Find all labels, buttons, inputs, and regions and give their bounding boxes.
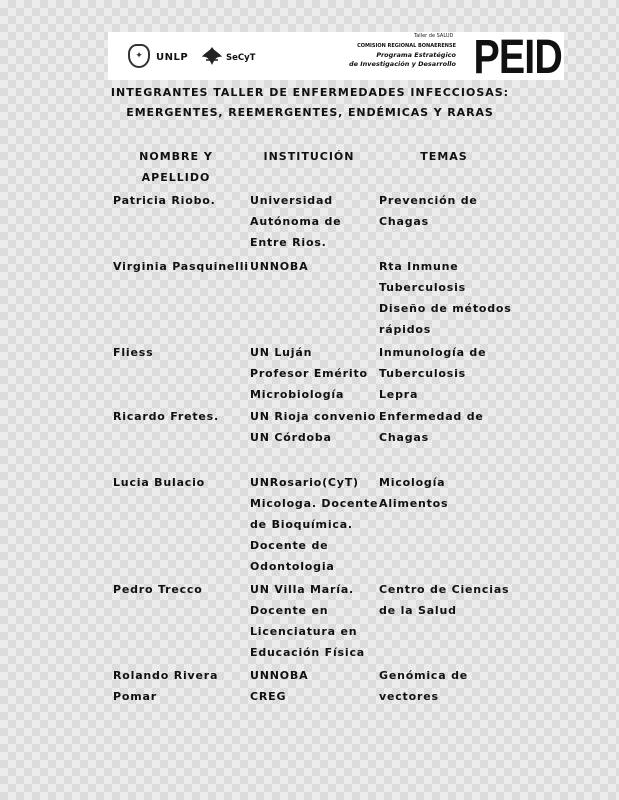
cell-institucion xyxy=(250,472,378,577)
cell-institucion xyxy=(250,256,308,277)
taller-label: Taller de SALUD xyxy=(414,33,454,39)
cell-line: UNNOBA xyxy=(250,669,309,682)
cell-line: Fliess xyxy=(113,346,154,359)
cell-temas xyxy=(379,342,486,405)
secyt-logo-icon xyxy=(200,45,224,67)
comision-label: COMISION REGIONAL BONAERENSE xyxy=(357,43,456,49)
cell-temas xyxy=(379,256,512,340)
cell-line: Diseño de métodos xyxy=(379,302,512,315)
letterhead xyxy=(108,31,564,84)
cell-line: Licenciatura en xyxy=(250,625,358,638)
cell-line: rápidos xyxy=(379,323,432,336)
cell-line: UN Luján xyxy=(250,346,313,359)
cell-temas xyxy=(379,190,478,232)
column-header-nombre: NOMBRE Y APELLIDO xyxy=(139,150,213,184)
cell-line: Pomar xyxy=(113,690,157,703)
cell-line: de Bioquímica. xyxy=(250,518,353,531)
cell-line: Lepra xyxy=(379,388,419,401)
cell-line: UNNOBA xyxy=(250,260,309,273)
cell-nombre xyxy=(113,342,153,363)
cell-institucion xyxy=(250,342,368,405)
cell-line: Tuberculosis xyxy=(379,281,467,294)
unlp-logo-text: UNLP xyxy=(156,52,189,63)
cell-line: UN Rioja convenio xyxy=(250,410,377,423)
cell-line: Chagas xyxy=(379,431,429,444)
cell-line: Educación Física xyxy=(250,646,366,659)
cell-nombre xyxy=(113,190,216,211)
cell-line: de la Salud xyxy=(379,604,457,617)
document-title-line-2: EMERGENTES, REEMERGENTES, ENDÉMICAS Y RARAS xyxy=(126,106,494,119)
cell-institucion xyxy=(250,190,341,253)
cell-line: Centro de Ciencias xyxy=(379,583,510,596)
cell-line: Docente en xyxy=(250,604,329,617)
cell-temas xyxy=(379,406,484,448)
cell-line: Micologa. Docente xyxy=(250,497,379,510)
cell-line: Microbiología xyxy=(250,388,345,401)
cell-line: Chagas xyxy=(379,215,429,228)
cell-line: Prevención de xyxy=(379,194,478,207)
cell-line: Genómica de xyxy=(379,669,469,682)
cell-line: Ricardo Fretes. xyxy=(113,410,220,423)
cell-line: Lucia Bulacio xyxy=(113,476,206,489)
cell-nombre xyxy=(113,406,219,427)
cell-line: Profesor Emérito xyxy=(250,367,368,380)
cell-line: Odontologia xyxy=(250,560,335,573)
cell-line: Alimentos xyxy=(379,497,449,510)
peid-logo: PEID xyxy=(473,31,562,84)
column-header-temas: TEMAS xyxy=(420,150,468,163)
cell-temas xyxy=(379,665,468,707)
cell-temas xyxy=(379,472,448,514)
cell-line: Micología xyxy=(379,476,446,489)
cell-nombre xyxy=(113,665,218,707)
cell-institucion xyxy=(250,579,365,663)
cell-line: Virginia Pasquinelli xyxy=(113,260,249,273)
programa-label: Programa Estratégico de Investigación y Desarrollo xyxy=(348,51,456,68)
cell-line: vectores xyxy=(379,690,439,703)
cell-institucion xyxy=(250,406,376,448)
cell-line: Enfermedad de xyxy=(379,410,484,423)
cell-line: CREG xyxy=(250,690,287,703)
cell-line: UN Villa María. xyxy=(250,583,355,596)
cell-line: Rolando Rivera xyxy=(113,669,219,682)
cell-nombre xyxy=(113,256,249,277)
cell-institucion xyxy=(250,665,308,707)
cell-line: Entre Rios. xyxy=(250,236,327,249)
cell-line: Patricia Riobo. xyxy=(113,194,216,207)
cell-temas xyxy=(379,579,509,621)
cell-line: Rta Inmune xyxy=(379,260,459,273)
cell-nombre xyxy=(113,472,205,493)
cell-line: Docente de xyxy=(250,539,329,552)
cell-line: UNRosario(CyT) xyxy=(250,476,359,489)
cell-line: Universidad xyxy=(250,194,333,207)
secyt-logo-text: SeCyT xyxy=(226,53,256,63)
cell-line: Autónoma de xyxy=(250,215,342,228)
cell-line: Inmunología de xyxy=(379,346,487,359)
cell-line: Pedro Trecco xyxy=(113,583,203,596)
cell-line: Tuberculosis xyxy=(379,367,467,380)
document-title-line-1: INTEGRANTES TALLER DE ENFERMEDADES INFECCIOSAS: xyxy=(110,86,510,99)
cell-nombre xyxy=(113,579,203,600)
column-header-institucion: INSTITUCIÓN xyxy=(263,150,355,163)
unlp-seal-icon: ✦ xyxy=(128,44,150,68)
cell-line: UN Córdoba xyxy=(250,431,332,444)
